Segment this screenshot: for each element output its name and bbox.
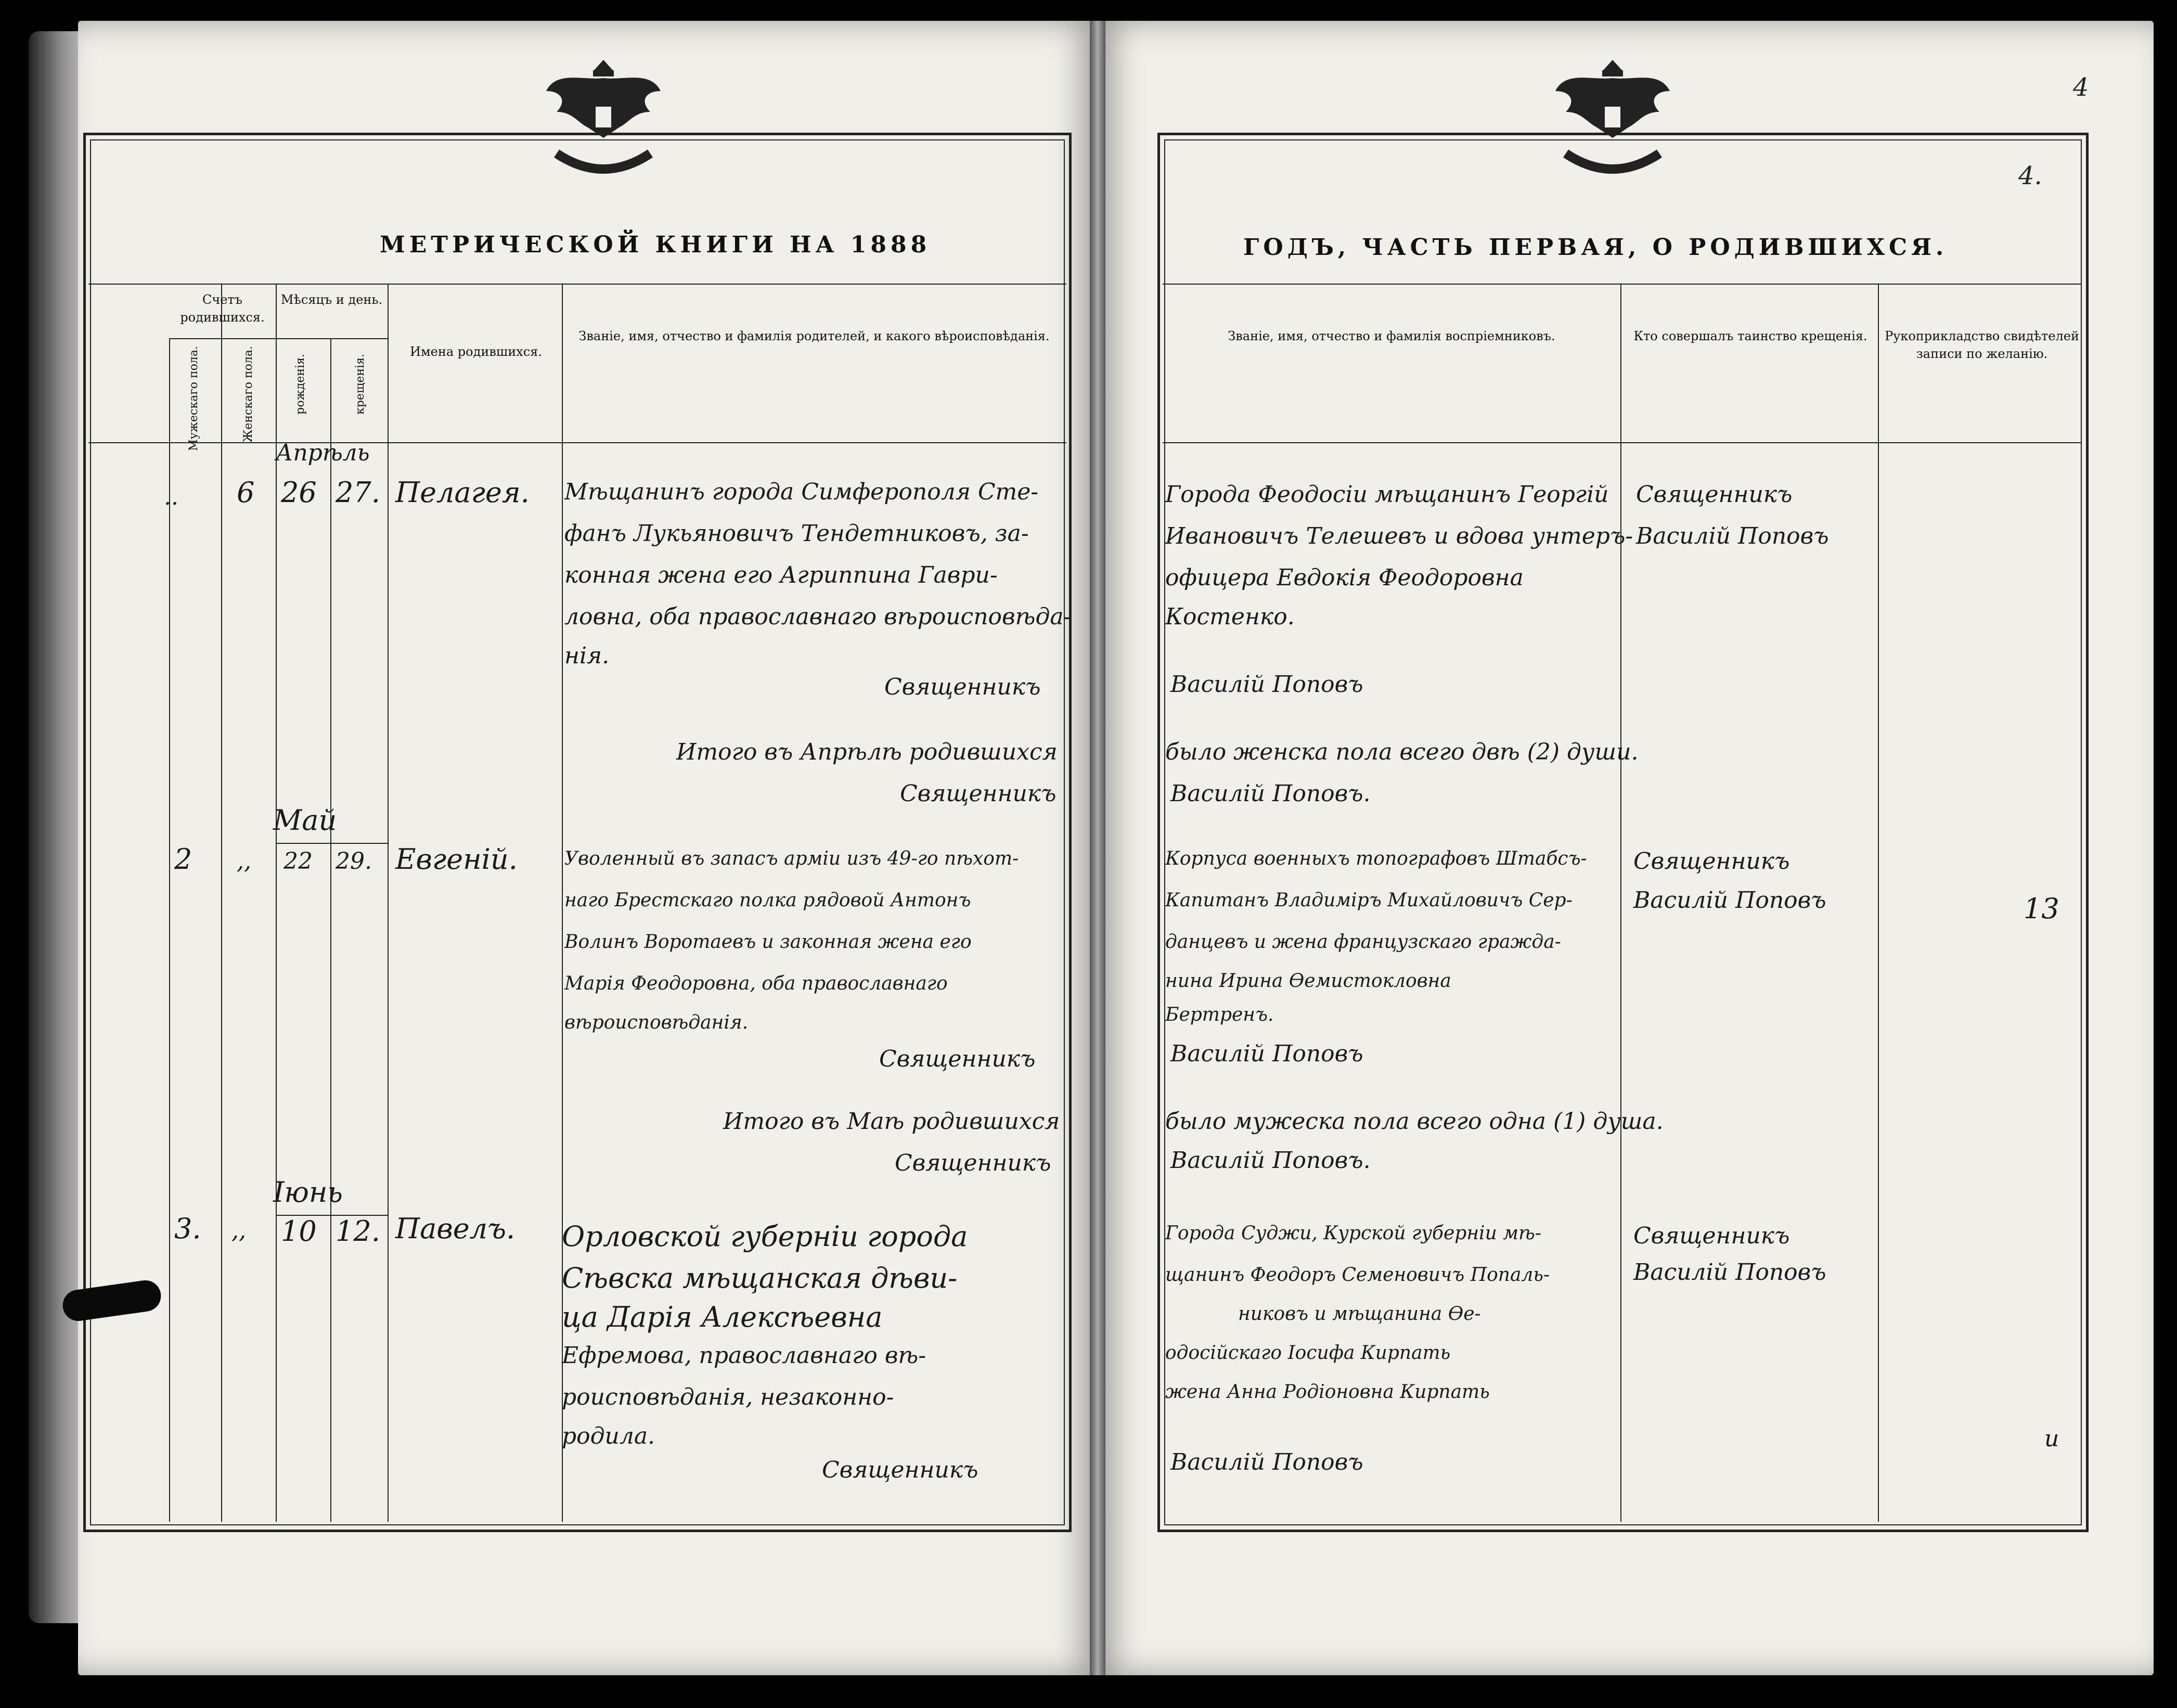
- month-day-header: Мѣсяцъ и день.: [280, 292, 383, 307]
- entry2-baptism: 29.: [336, 848, 372, 875]
- entry3-female: ,,: [231, 1217, 246, 1244]
- col-divider: [221, 284, 222, 1522]
- entry1-godparents-l2: Ивановичъ Телешевъ и вдова унтеръ-: [1165, 523, 1633, 549]
- entry1-summary-right-sign: Василій Поповъ.: [1170, 780, 1371, 807]
- entry3-male: 3.: [174, 1212, 201, 1245]
- entry1-godparents-l4: Костенко.: [1165, 603, 1295, 630]
- entry3-godparents-l5: жена Анна Родіоновна Кирпать: [1165, 1381, 1490, 1403]
- entry1-baptism: 27.: [336, 476, 380, 509]
- entry1-parents-l3: конная жена его Агриппина Гаври-: [564, 562, 998, 588]
- entry2-godparents-l5: Бертренъ.: [1165, 1004, 1274, 1025]
- signatures-header: Рукоприкладство свидѣтелей записи по желанію.: [1885, 329, 2079, 361]
- entry2-godparents-l2: Капитанъ Владиміръ Михайловичъ Сер-: [1165, 890, 1573, 911]
- entry2-parents-l1: Уволенный въ запасъ арміи изъ 49-го пѣхот-: [564, 848, 1019, 869]
- register-title-right: ГОДЪ, ЧАСТЬ ПЕРВАЯ, О РОДИВШИХСЯ.: [1243, 234, 1948, 261]
- right-header-bottom-line: [1163, 442, 2081, 443]
- entry3-parents-l2: Сѣвска мѣщанская дѣви-: [562, 1262, 958, 1294]
- entry3-birth: 10: [281, 1215, 317, 1248]
- names-header: Имена родившихся.: [410, 344, 542, 359]
- entry3-godparents-sign: Василій Поповъ: [1170, 1449, 1363, 1475]
- entry1-parents-l4: ловна, оба православнаго вѣроисповѣда-: [564, 603, 1072, 630]
- col-divider: [169, 338, 170, 1522]
- entry3-parents-l6: родила.: [562, 1423, 655, 1449]
- entry1-performer-l2: Василій Поповъ: [1636, 523, 1829, 549]
- entry1-parents-l2: фанъ Лукьяновичъ Тендетниковъ, за-: [564, 520, 1029, 547]
- entry3-parents-l5: роисповѣданія, незаконно-: [562, 1384, 894, 1410]
- page-number-frame: 4.: [2018, 161, 2042, 190]
- entry2-parents-l3: Волинъ Воротаевъ и законная жена его: [564, 931, 972, 953]
- entry2-godparents-l1: Корпуса военныхъ топографовъ Штабсъ-: [1165, 848, 1587, 869]
- entry2-month: Май: [273, 804, 337, 837]
- entry1-godparents-sign: Василій Поповъ: [1170, 671, 1363, 698]
- entry2-performer-l2: Василій Поповъ: [1633, 887, 1826, 914]
- entry2-parents-l5: вѣроисповѣданія.: [564, 1012, 749, 1033]
- godparents-header: Званіе, имя, отчество и фамилія воспріемниковъ.: [1228, 329, 1555, 343]
- entry2-male: 2: [174, 843, 192, 876]
- entry3-baptism: 12.: [336, 1215, 380, 1248]
- entry3-godparents-l4: одосійскаго Іосифа Кирпать: [1165, 1342, 1451, 1364]
- parents-header: Званіе, имя, отчество и фамилія родителей, и какого вѣроисповѣданія.: [578, 329, 1050, 343]
- page-number-corner: 4: [2073, 73, 2089, 102]
- entry3-margin-note: и: [2044, 1426, 2059, 1452]
- entry3-parents-l3: ца Дарія Алексѣевна: [562, 1301, 883, 1333]
- entry2-summary-right-sign: Василій Поповъ.: [1170, 1147, 1371, 1174]
- entry1-birth: 26: [281, 476, 317, 509]
- entry2-performer-l1: Священникъ: [1633, 848, 1790, 875]
- entry3-godparents-l3: никовъ и мѣщанина Өе-: [1238, 1303, 1481, 1325]
- birth-col-header: рожденія.: [294, 354, 307, 415]
- entry1-godparents-l3: офицера Евдокія Феодоровна: [1165, 564, 1524, 591]
- entry2-name: Евгеній.: [395, 843, 518, 876]
- right-header-top-line: [1163, 284, 2081, 285]
- entry2-birth: 22: [284, 848, 313, 875]
- left-header-top-line: [88, 284, 1066, 285]
- female-col-header: Женскаго пола.: [242, 346, 255, 443]
- count-header: Счетъ родившихся.: [180, 292, 265, 325]
- entry3-parents-l4: Ефремова, православнаго вѣ-: [562, 1342, 926, 1369]
- entry3-performer-l2: Василій Поповъ: [1633, 1259, 1826, 1286]
- entry1-parents-sign: Священникъ: [884, 674, 1041, 700]
- entry2-summary-left: Итого въ Маѣ родившихся: [723, 1108, 1060, 1135]
- register-title-left: МЕТРИЧЕСКОЙ КНИГИ НА 1888: [380, 232, 931, 258]
- entry2-parents-sign: Священникъ: [879, 1046, 1036, 1072]
- left-header-bottom-line: [88, 442, 1066, 443]
- subheader-line: [169, 338, 388, 339]
- entry1-parents-l5: нія.: [564, 643, 610, 669]
- entry2-parents-l2: наго Брестскаго полка рядовой Антонъ: [564, 890, 971, 911]
- entry2-godparents-l3: данцевъ и жена французскаго гражда-: [1165, 931, 1561, 953]
- entry2-summary-left-sign: Священникъ: [895, 1150, 1051, 1176]
- entry1-female: 6: [237, 476, 255, 509]
- entry1-summary-right: было женска пола всего двѣ (2) души.: [1165, 739, 1639, 765]
- col-divider: [1620, 284, 1621, 1522]
- col-divider: [276, 284, 277, 1522]
- entry1-parents-l1: Мѣщанинъ города Симферополя Сте-: [564, 479, 1039, 505]
- entry3-parents-l1: Орловской губерніи города: [562, 1220, 968, 1253]
- entry1-month: Апрѣль: [276, 440, 370, 466]
- col-divider: [1878, 284, 1879, 1522]
- entry2-godparents-sign: Василій Поповъ: [1170, 1041, 1363, 1067]
- entry2-godparents-l4: нина Ирина Өемистокловна: [1165, 970, 1451, 992]
- entry1-summary-left-sign: Священникъ: [900, 780, 1057, 807]
- entry2-margin-note: 13: [2024, 892, 2059, 925]
- entry1-performer-l1: Священникъ: [1636, 481, 1793, 508]
- entry1-summary-left: Итого въ Апрѣлѣ родившихся: [676, 739, 1058, 765]
- baptism-col-header: крещенія.: [354, 354, 367, 415]
- entry1-name: Пелагея.: [395, 476, 530, 509]
- book-spine: [1090, 21, 1105, 1675]
- entry2-female: ,,: [237, 848, 251, 875]
- entry3-godparents-l1: Города Суджи, Курской губерніи мѣ-: [1165, 1223, 1541, 1244]
- col-divider: [562, 284, 563, 1522]
- entry3-parents-sign: Священникъ: [822, 1457, 978, 1483]
- entry2-summary-right: было мужеска пола всего одна (1) душа.: [1165, 1108, 1664, 1135]
- entry1-male: ..: [164, 484, 178, 510]
- col-divider: [388, 284, 389, 1522]
- entry3-performer-l1: Священникъ: [1633, 1223, 1790, 1249]
- entry3-godparents-l2: щанинъ Феодоръ Семеновичъ Попаль-: [1165, 1264, 1550, 1286]
- col-divider: [330, 338, 331, 1522]
- performer-header: Кто совершалъ таинство крещенія.: [1633, 329, 1867, 343]
- entry2-separator: [276, 843, 388, 844]
- entry3-name: Павелъ.: [395, 1212, 516, 1245]
- male-col-header: Мужескаго пола.: [187, 346, 200, 451]
- entry2-parents-l4: Марія Феодоровна, оба православнаго: [564, 973, 948, 994]
- entry1-godparents-l1: Города Феодосіи мѣщанинъ Георгій: [1165, 481, 1609, 508]
- entry3-month: Іюнь: [273, 1176, 343, 1209]
